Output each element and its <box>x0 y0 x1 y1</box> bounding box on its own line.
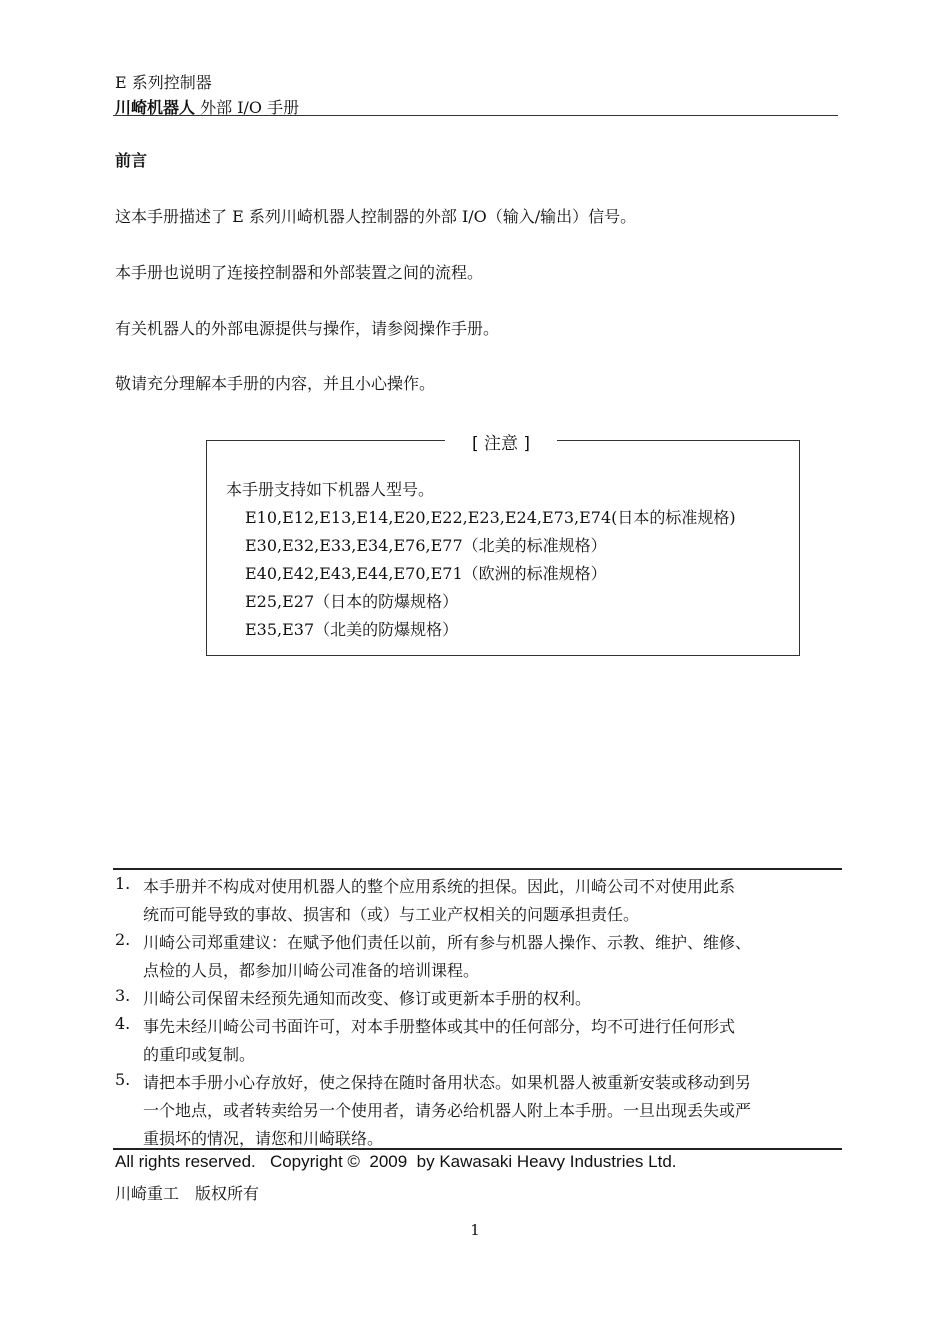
note-2-line-1: 川崎公司郑重建议：在赋予他们责任以前，所有参与机器人操作、示教、维护、维修、 <box>143 933 752 952</box>
note-5-number: 5. <box>115 1070 131 1089</box>
notice-model-line-4: E25,E27（日本的防爆规格） <box>245 592 459 611</box>
notes-bottom-rule <box>113 1148 842 1150</box>
notice-title: [ 注意 ] <box>445 429 557 454</box>
rights-line: 川崎重工 版权所有 <box>115 1184 260 1203</box>
preface-paragraph-1: 这本手册描述了 E 系列川崎机器人控制器的外部 I/O（输入/输出）信号。 <box>115 207 637 226</box>
note-2-line-2: 点检的人员，都参加川崎公司准备的培训课程。 <box>143 961 480 980</box>
note-2-number: 2. <box>115 930 131 949</box>
note-5-line-3: 重损坏的情况，请您和川崎联络。 <box>143 1129 384 1148</box>
preface-paragraph-4: 敬请充分理解本手册的内容，并且小心操作。 <box>115 374 436 393</box>
page-number: 1 <box>470 1221 480 1239</box>
header-rule <box>113 115 838 116</box>
notice-model-line-3: E40,E42,E43,E44,E70,E71（欧洲的标准规格） <box>245 564 607 583</box>
preface-paragraph-3: 有关机器人的外部电源提供与操作，请参阅操作手册。 <box>115 319 500 338</box>
note-3-line-1: 川崎公司保留未经预先通知而改变、修订或更新本手册的权利。 <box>143 989 592 1008</box>
copyright-line: All rights reserved. Copyright © 2009 by Kawasaki Heavy Industries Ltd. <box>115 1152 677 1171</box>
note-4-number: 4. <box>115 1014 131 1033</box>
preface-paragraph-2: 本手册也说明了连接控制器和外部装置之间的流程。 <box>115 263 484 282</box>
preface-title: 前言 <box>115 151 148 170</box>
note-1-number: 1. <box>115 874 131 893</box>
header-brand: 川崎机器人 <box>115 98 196 117</box>
notice-model-line-1: E10,E12,E13,E14,E20,E22,E23,E24,E73,E74(日本的标准规格) <box>245 508 736 527</box>
note-5-line-2: 一个地点，或者转卖给另一个使用者，请务必给机器人附上本手册。一旦出现丢失或严 <box>143 1101 752 1120</box>
note-4-line-1: 事先未经川崎公司书面许可，对本手册整体或其中的任何部分，均不可进行任何形式 <box>143 1017 736 1036</box>
note-3-number: 3. <box>115 986 131 1005</box>
note-4-line-2: 的重印或复制。 <box>143 1045 256 1064</box>
note-1-line-1: 本手册并不构成对使用机器人的整个应用系统的担保。因此，川崎公司不对使用此系 <box>143 877 736 896</box>
notice-model-line-5: E35,E37（北美的防爆规格） <box>245 620 459 639</box>
note-1-line-2: 统而可能导致的事故、损害和（或）与工业产权相关的问题承担责任。 <box>143 905 640 924</box>
notice-model-line-2: E30,E32,E33,E34,E76,E77（北美的标准规格） <box>245 536 607 555</box>
header-series: E 系列控制器 <box>115 73 212 92</box>
note-5-line-1: 请把本手册小心存放好，使之保持在随时备用状态。如果机器人被重新安装或移动到另 <box>143 1073 752 1092</box>
notice-lead: 本手册支持如下机器人型号。 <box>226 480 435 499</box>
header-manual: 外部 I/O 手册 <box>200 98 300 117</box>
notes-top-rule <box>113 868 842 870</box>
